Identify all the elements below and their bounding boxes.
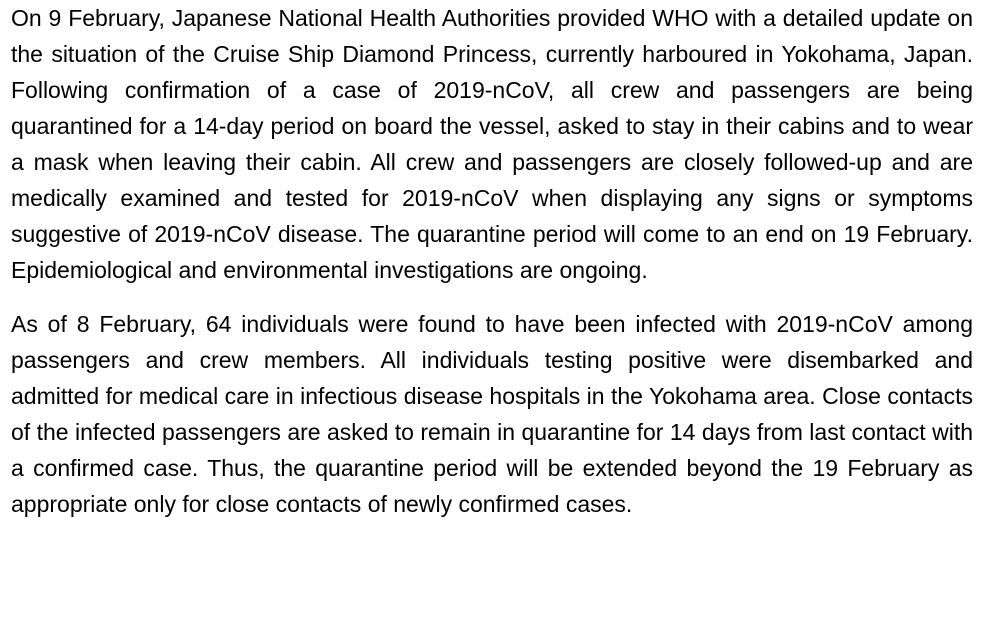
document-body xyxy=(11,0,973,522)
paragraph-diamond-princess-update: On 9 February, Japanese National Health Authorities provided WHO with a detailed update on the situation of the Cruise Ship Diamond Princess, currently harboured in Yokohama, Japan. Following confirmation of a case of 2019-nCoV, all crew and passengers are being quarantined for a 14-day period on board the vessel, asked to stay in their cabins and to wear a mask when leaving their cabin. All crew and passengers are closely followed-up and are medically examined and tested for 2019-nCoV when displaying any signs or symptoms suggestive of 2019-nCoV disease. The quarantine period will come to an end on 19 February. Epidemiological and environmental investigations are ongoing. xyxy=(11,5,973,283)
paragraph-infection-count: As of 8 February, 64 individuals were found to have been infected with 2019-nCoV among passengers and crew members. All individuals testing positive were disembarked and admitted for medical care in infectious disease hospitals in the Yokohama area. Close contacts of the infected passengers are asked to remain in quarantine for 14 days from last contact with a confirmed case. Thus, the quarantine period will be extended beyond the 19 February as appropriate only for close contacts of newly confirmed cases. xyxy=(11,311,973,517)
